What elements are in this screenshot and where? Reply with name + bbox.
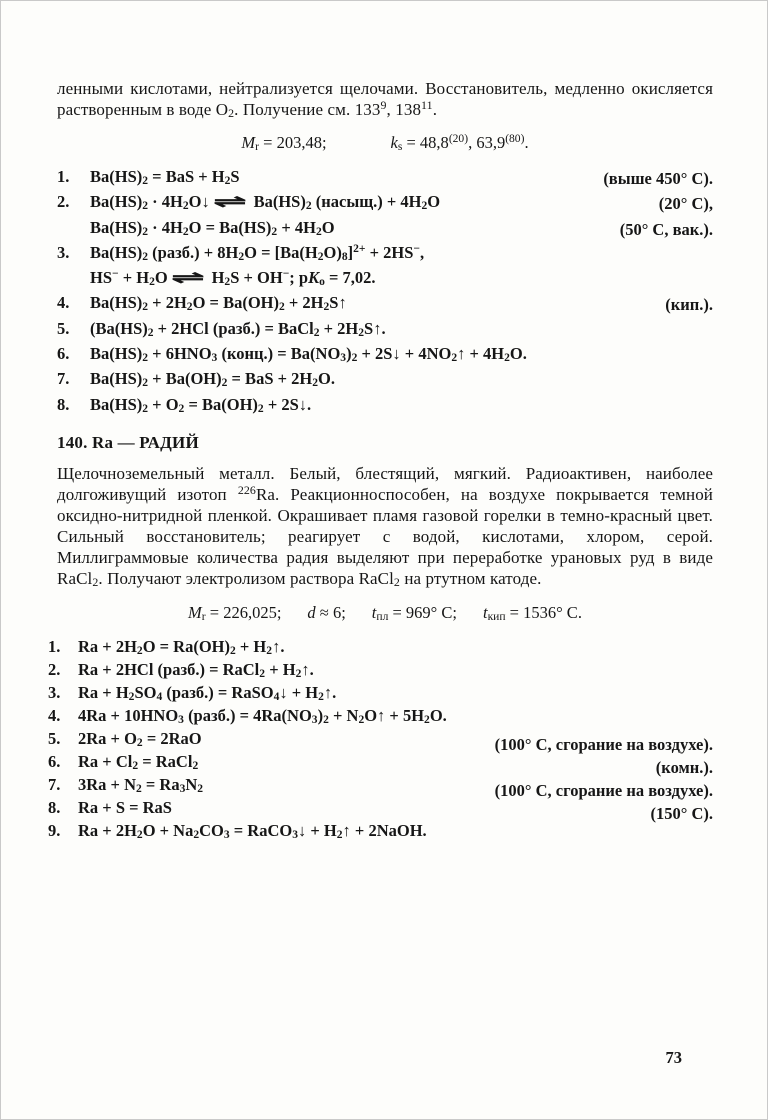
equation-number: 7. bbox=[57, 369, 70, 389]
equation-row bbox=[48, 819, 713, 842]
equation-body: $Ra + H_2SO_4$ (разб.) = RaSO$_4$↓ + $H_2↑$. bbox=[78, 682, 337, 704]
molar-mass-value: $M_r = 203,48$; bbox=[241, 133, 327, 154]
equation-number: 3. bbox=[48, 682, 61, 702]
equation-condition: (100° C, сгорание на воздухе). bbox=[494, 780, 713, 800]
equation-row bbox=[48, 658, 713, 681]
equation-body: $2Ra + O_2 = 2RaO$ bbox=[78, 728, 202, 750]
equation-body: $Ra + 2H_2O + Na_2CO_3$ = RaCO$_3$↓ + $H_2↑$ + 2NaOH. bbox=[78, 820, 427, 842]
equation-row bbox=[57, 290, 713, 315]
equation-row bbox=[57, 189, 713, 214]
equation-body: Ra + 2HCl (разб.) = RaCl$_2$ + $H_2↑$. bbox=[78, 659, 314, 681]
equation-row bbox=[57, 316, 713, 341]
equation-number: 3. bbox=[57, 242, 70, 262]
page-number: 73 bbox=[665, 1048, 682, 1067]
equation-body: $Ba(HS)_2$ (разб.) + $8H_2O = [Ba(H_2O)_8]^{2+} + 2HS^-$, bbox=[90, 242, 425, 263]
equation-row bbox=[48, 635, 713, 658]
equation-number: 6. bbox=[48, 751, 61, 771]
equation-body: $Ba(HS)_2 \cdot 4H_2O = Ba(HS)_2 + 4H_2O$ bbox=[90, 217, 335, 238]
equation-row bbox=[57, 392, 713, 417]
equation-row bbox=[57, 366, 713, 391]
section-heading: 140. Ra — РАДИЙ bbox=[57, 432, 199, 452]
equation-body: $Ba(HS)_2 + Ba(OH)_2$ = BaS + $2H_2O$. bbox=[90, 369, 335, 390]
equation-condition: (комн.). bbox=[655, 757, 713, 777]
equation-body: $Ra + Cl_2$ = RaCl$_2$ bbox=[78, 751, 199, 773]
equation-body: $Ba(HS)_2 + O_2 = Ba(OH)_2$ + 2S↓. bbox=[90, 394, 312, 415]
equation-condition: (кип.). bbox=[665, 295, 713, 315]
equation-body: $3Ra + N_2 = Ra_3N_2$ bbox=[78, 774, 204, 796]
radium-constants-line bbox=[57, 603, 713, 623]
equation-condition: (150° C). bbox=[650, 803, 713, 823]
barium-constants-line bbox=[57, 133, 713, 153]
equation-row bbox=[48, 681, 713, 704]
page-content bbox=[48, 78, 713, 842]
equation-row bbox=[57, 215, 713, 240]
equation-number: 4. bbox=[48, 705, 61, 725]
barium-equation-list bbox=[57, 164, 713, 417]
equation-number: 9. bbox=[48, 820, 61, 840]
solubility-constant-value: $k_s = 48,8^{(20)}$, 63,9$^{(80)}$. bbox=[390, 133, 529, 154]
equation-body: $Ba(HS)_2$ · $4H_2O↓$ ⇌ $Ba(HS)_2$ (насыщ.) + $4H_2O$ bbox=[90, 192, 441, 213]
equation-row bbox=[57, 341, 713, 366]
equation-row bbox=[57, 265, 713, 290]
molar-mass-value: $M_r = 226,025$; bbox=[188, 602, 282, 624]
equation-number: 5. bbox=[57, 318, 70, 338]
equation-number: 8. bbox=[57, 394, 70, 414]
equation-number: 8. bbox=[48, 797, 61, 817]
equation-body: $Ra + 2H_2O = Ra(OH)_2$ + $H_2↑$. bbox=[78, 636, 285, 658]
equation-body: Ra + S = RaS bbox=[78, 797, 172, 817]
equation-condition: (20° C), bbox=[658, 194, 713, 214]
equation-number: 4. bbox=[57, 293, 70, 313]
equation-number: 7. bbox=[48, 774, 61, 794]
equation-body: $4Ra + 10HNO_3$ (разб.) = $4Ra(NO_3)_2$ + $N_2O↑ + 5H_2O$. bbox=[78, 705, 447, 727]
equation-row bbox=[48, 727, 713, 754]
boiling-point-value: $t_{кип} = 1536^\circ$ C. bbox=[482, 602, 582, 624]
equation-condition: (50° C, вак.). bbox=[619, 219, 713, 239]
equation-row bbox=[57, 164, 713, 189]
equation-number: 1. bbox=[48, 636, 61, 656]
equation-number: 2. bbox=[48, 659, 61, 679]
equation-row bbox=[57, 240, 713, 265]
equation-number: 1. bbox=[57, 167, 70, 186]
melting-point-value: $t_{пл} = 969^\circ$ C; bbox=[371, 602, 457, 624]
radium-equation-list bbox=[48, 635, 713, 842]
equation-number: 6. bbox=[57, 344, 70, 364]
equation-number: 2. bbox=[57, 192, 70, 212]
equation-number: 5. bbox=[48, 728, 61, 748]
equation-body: $Ba(HS)_2 + 2H_2O = Ba(OH)_2$ + $2H_2S↑$ bbox=[90, 293, 347, 314]
equation-body: $Ba(HS)_2 + 6HNO_3$ (конц.) = $Ba(NO_3)_2$ + 2S↓ + $4NO_2↑ + 4H_2O$. bbox=[90, 344, 527, 365]
density-value: d ≈ 6; bbox=[307, 602, 346, 622]
equation-body: ($Ba(HS)_2 + 2HCl$ (разб.) = BaCl$_2$ + $2H_2S↑$. bbox=[90, 318, 386, 339]
equation-body: $HS^- + H_2O$ ⇌ $H_2S + OH^-$; $pK_о = 7,02$. bbox=[90, 268, 376, 289]
intro-paragraph: ленными кислотами, нейтрализуется щелочами. Восстановитель, медленно окисляется растворенным в воде $O_2$. Получение см. $133^9$, $138^{11}$. bbox=[57, 79, 713, 121]
equation-row bbox=[48, 704, 713, 727]
equation-condition: (выше 450° C). bbox=[603, 169, 713, 188]
radium-description: Щелочноземельный металл. Белый, блестящий, мягкий. Радиоактивен, наиболее долгоживущий изотоп $^{226}$Ra. Реакционноспособен, на воздухе покрывается темной оксидно-нитридной пленкой. Окрашивает пламя газовой горелки в темно-красный цвет. Сильный восстановитель; реагирует с водой, кислотами, хлором, серой. Миллиграммовые количества радия выделяют при переработке урановых руд в виде RaCl$_2$. Получают электролизом раствора RaCl$_2$ на ртутном катоде. bbox=[57, 463, 713, 590]
equation-body: $Ba(HS)_2$ = BaS + $H_2S$ bbox=[90, 167, 240, 188]
equation-condition: (100° C, сгорание на воздухе). bbox=[494, 734, 713, 754]
equation-row bbox=[48, 773, 713, 800]
